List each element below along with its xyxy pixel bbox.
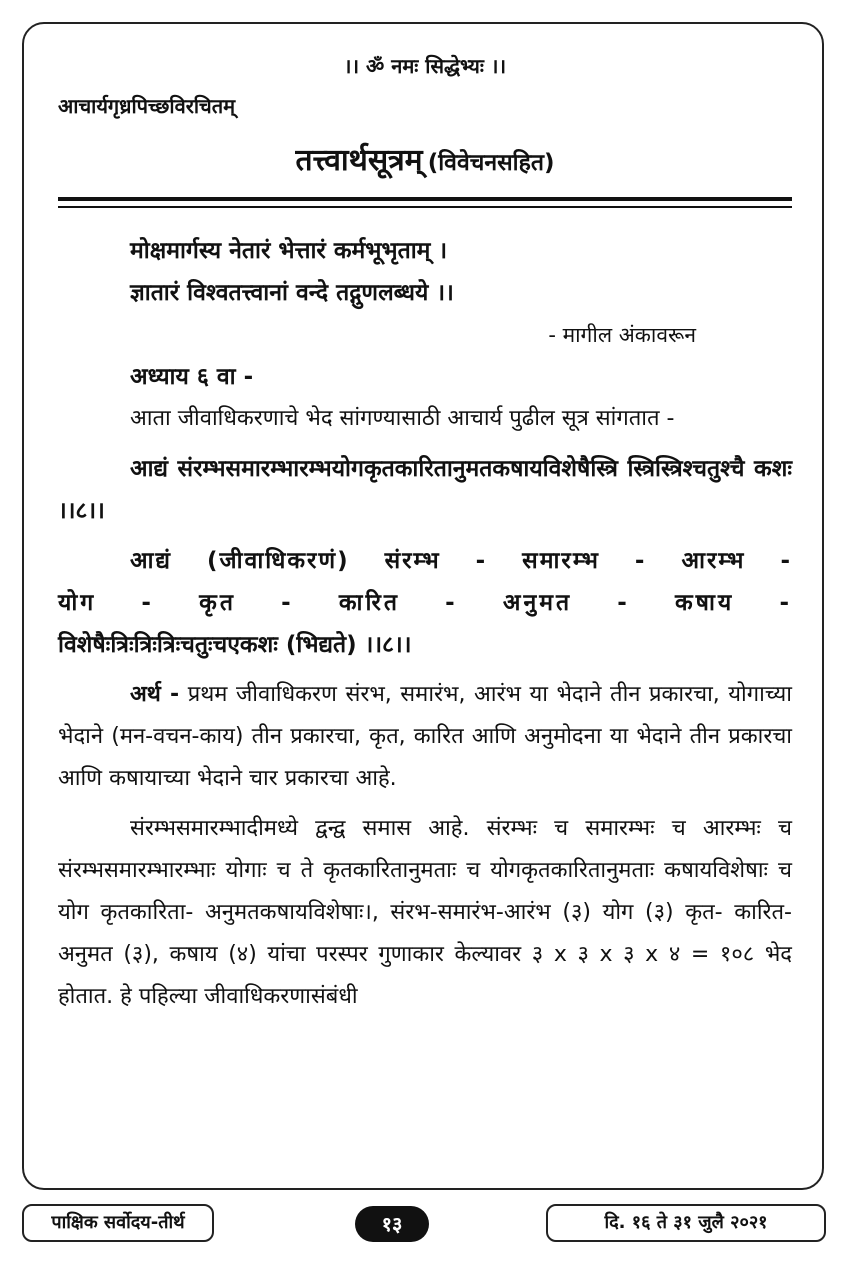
title-row: [0, 138, 850, 179]
meaning-text: प्रथम जीवाधिकरण संरभ, समारंभ, आरंभ या भेदाने तीन प्रकारचा, योगाच्या भेदाने (मन-वचन-काय) तीन प्रकारचा, कृत, कारित आणि अनुमोदना या भेदाने तीन प्रकारचा आणि कषायाच्या भेदाने चार प्रकारचा आहे.: [58, 682, 792, 791]
title-rule-thick: [58, 197, 792, 201]
explanation-paragraph: संरम्भसमारम्भादीमध्ये द्वन्द्व समास आहे. संरम्भः च समारम्भः च आरम्भः च संरम्भसमारम्भारम्भाः योगाः च ते कृतकारितानुमताः च योगकृतकारितानुमताः कषायविशेषाः च योग कृतकारिता- अनुमतकषायविशेषाः।, संरभ-समारंभ-आरंभ (३) योग (३) कृत- कारित-अनुमत (३), कषाय (४) यांचा परस्पर गुणाकार केल्यावर ३ x ३ x ३ x ४ = १०८ भेद होतात. हे पहिल्या जीवाधिकरणासंबंधी: [58, 816, 792, 1009]
page-subtitle: (विवेचनसहित): [427, 150, 555, 176]
publication-name: पाक्षिक सर्वोदय-तीर्थ: [22, 1204, 214, 1242]
author-line: आचार्यगृध्रपिच्छविरचितम्: [58, 94, 236, 118]
invocation: ।। ॐ नमः सिद्धेभ्यः ।।: [343, 54, 507, 78]
verse-line-1: मोक्षमार्गस्य नेतारं भेत्तारं कर्मभूभृताम् ।: [130, 238, 448, 264]
chapter-heading: अध्याय ६ वा -: [130, 364, 254, 390]
verse-line-2: ज्ञातारं विश्वतत्त्वानां वन्दे तद्गुणलब्धये ।।: [130, 280, 454, 306]
meaning-label: अर्थ -: [130, 682, 180, 707]
page-title: तत्त्वार्थसूत्रम्: [295, 143, 423, 178]
meaning-paragraph: [58, 674, 792, 800]
page-number-badge: १३: [355, 1206, 429, 1242]
title-rule-thin: [58, 206, 792, 208]
issue-date: दि. १६ ते ३१ जुलै २०२१: [546, 1204, 826, 1242]
sutra-text: आद्यं संरम्भसमारम्भारम्भयोगकृतकारितानुमतकषायविशेषैस्त्रि स्त्रिस्त्रिश्चतुश्चै कशः ।।८।।: [58, 456, 792, 524]
verse-attribution: - मागील अंकावरून: [548, 323, 696, 347]
intro-paragraph: आता जीवाधिकरणाचे भेद सांगण्यासाठी आचार्य पुढील सूत्र सांगतात -: [130, 406, 675, 431]
padachhed-line-3: विशेषैःत्रिःत्रिःत्रिःचतुःचएकशः (भिद्यते) ।।८।।: [58, 632, 412, 658]
main-content: [58, 230, 792, 1018]
padachhed-line-1: आद्यं (जीवाधिकरणं) संरम्भ - समारम्भ - आरम्भ -: [130, 548, 792, 574]
padachhed-line-2: योग - कृत - कारित - अनुमत - कषाय -: [58, 590, 792, 616]
